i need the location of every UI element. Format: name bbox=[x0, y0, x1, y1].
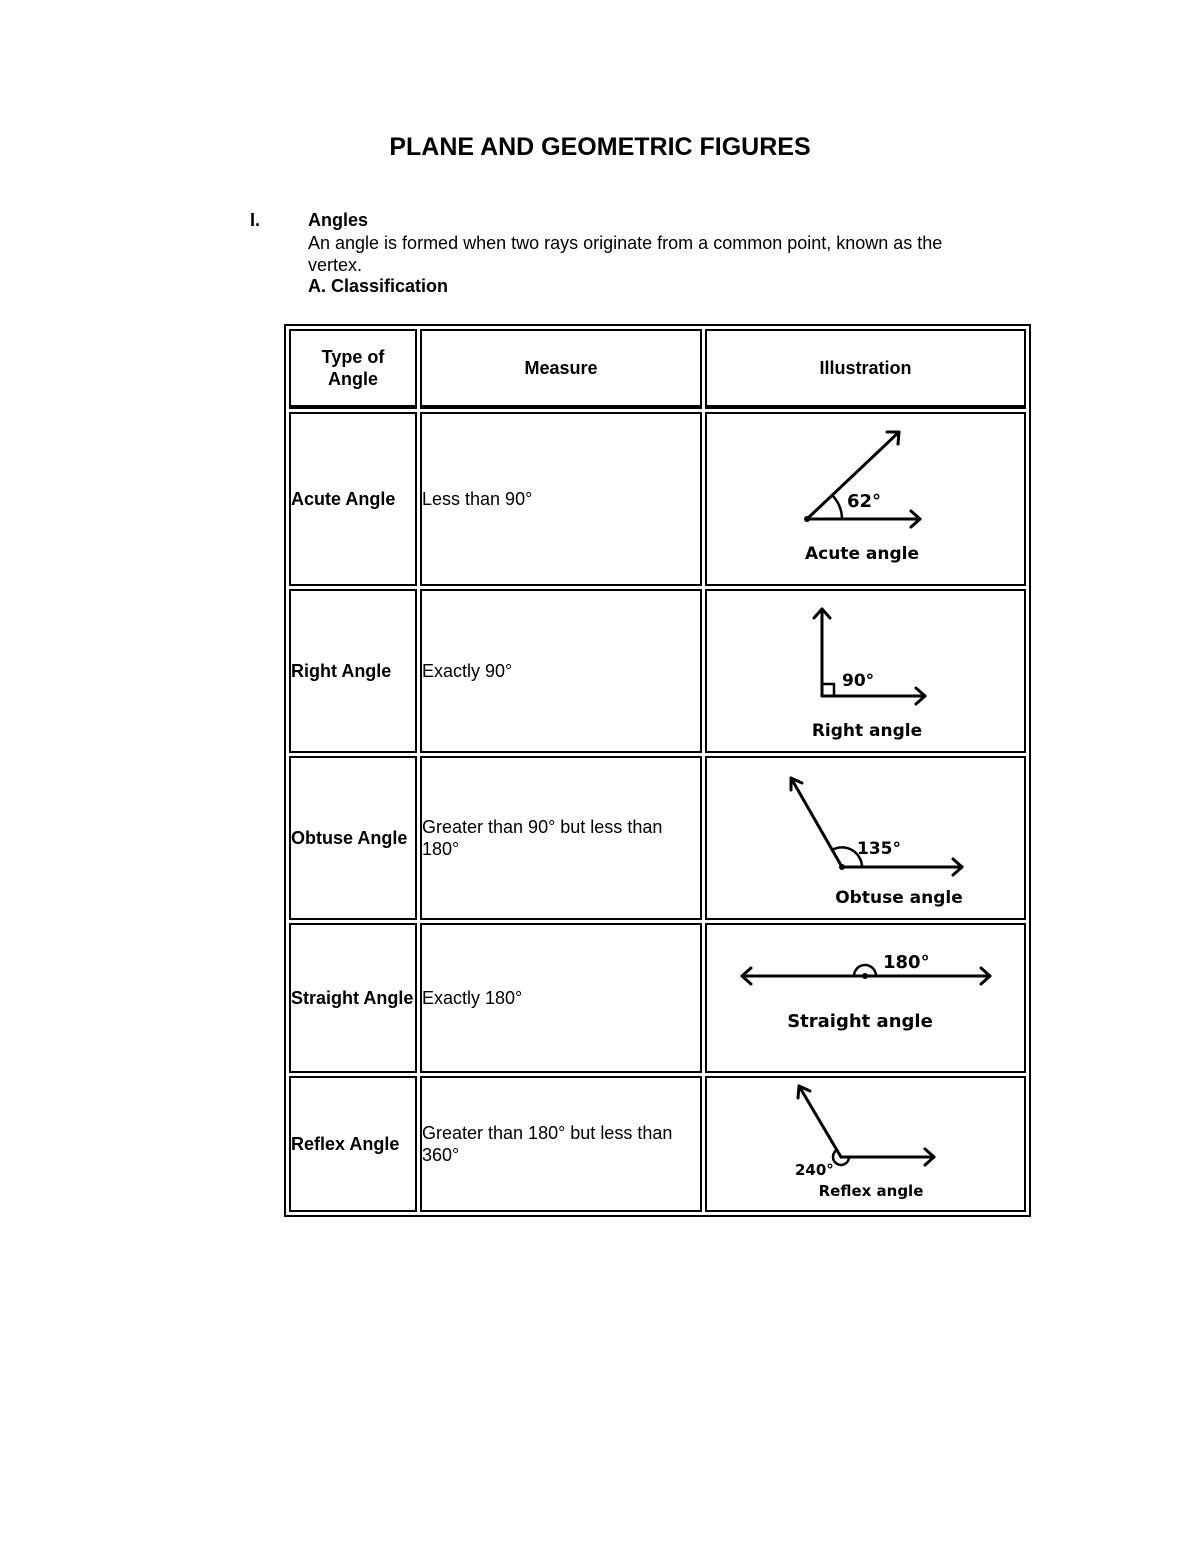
section-number: I. bbox=[250, 210, 261, 230]
section-heading: Angles bbox=[308, 210, 369, 230]
section-text: An angle is formed when two rays originate from a common point, known as the vertex. bbox=[308, 233, 943, 275]
type-cell: Reflex Angle bbox=[289, 1076, 417, 1212]
illustration-caption: Straight angle bbox=[787, 1011, 933, 1032]
table-row bbox=[289, 589, 1026, 753]
degree-label: 90° bbox=[842, 671, 875, 691]
illustration-cell bbox=[705, 756, 1026, 920]
table-row bbox=[289, 412, 1026, 586]
type-cell: Acute Angle bbox=[289, 412, 417, 586]
table-row bbox=[289, 756, 1026, 920]
measure-cell: Greater than 180° but less than 360° bbox=[420, 1076, 702, 1212]
degree-label: 180° bbox=[883, 952, 930, 973]
degree-label: 62° bbox=[847, 491, 882, 512]
illustration-cell bbox=[705, 412, 1026, 586]
subsection-heading: A. Classification bbox=[308, 276, 449, 296]
header-type: Type of Angle bbox=[289, 329, 417, 409]
illustration-caption: Reflex angle bbox=[818, 1182, 924, 1200]
ray-line bbox=[791, 778, 842, 867]
measure-cell: Greater than 90° but less than 180° bbox=[420, 756, 702, 920]
illustration-cell bbox=[705, 589, 1026, 753]
obtuse-angle-diagram bbox=[707, 758, 1027, 918]
reflex-angle-diagram bbox=[707, 1078, 1027, 1210]
right-angle-marker bbox=[822, 684, 834, 696]
type-cell: Right Angle bbox=[289, 589, 417, 753]
vertex-dot bbox=[804, 516, 810, 522]
type-cell: Straight Angle bbox=[289, 923, 417, 1073]
illustration-cell bbox=[705, 1076, 1026, 1212]
header-measure: Measure bbox=[420, 329, 702, 409]
right-angle-diagram bbox=[707, 591, 1027, 751]
illustration-caption: Right angle bbox=[811, 721, 923, 741]
degree-label: 240° bbox=[795, 1161, 834, 1179]
illustration-caption: Obtuse angle bbox=[835, 888, 963, 908]
vertex-dot bbox=[839, 864, 845, 870]
type-cell: Obtuse Angle bbox=[289, 756, 417, 920]
measure-cell: Less than 90° bbox=[420, 412, 702, 586]
vertex-dot bbox=[862, 973, 868, 979]
angle-classification-table bbox=[284, 324, 1031, 1217]
ray-line bbox=[799, 1086, 841, 1157]
table-row bbox=[289, 923, 1026, 1073]
angle-arc bbox=[832, 495, 842, 519]
measure-cell: Exactly 90° bbox=[420, 589, 702, 753]
straight-angle-diagram bbox=[707, 925, 1027, 1071]
table-row bbox=[289, 1076, 1026, 1212]
acute-angle-diagram bbox=[707, 414, 1027, 584]
illustration-cell bbox=[705, 923, 1026, 1073]
table-header-row bbox=[289, 329, 1026, 409]
page-title: PLANE AND GEOMETRIC FIGURES bbox=[389, 133, 811, 161]
measure-cell: Exactly 180° bbox=[420, 923, 702, 1073]
illustration-caption: Acute angle bbox=[804, 544, 920, 564]
header-illustration: Illustration bbox=[705, 329, 1026, 409]
degree-label: 135° bbox=[857, 839, 901, 859]
